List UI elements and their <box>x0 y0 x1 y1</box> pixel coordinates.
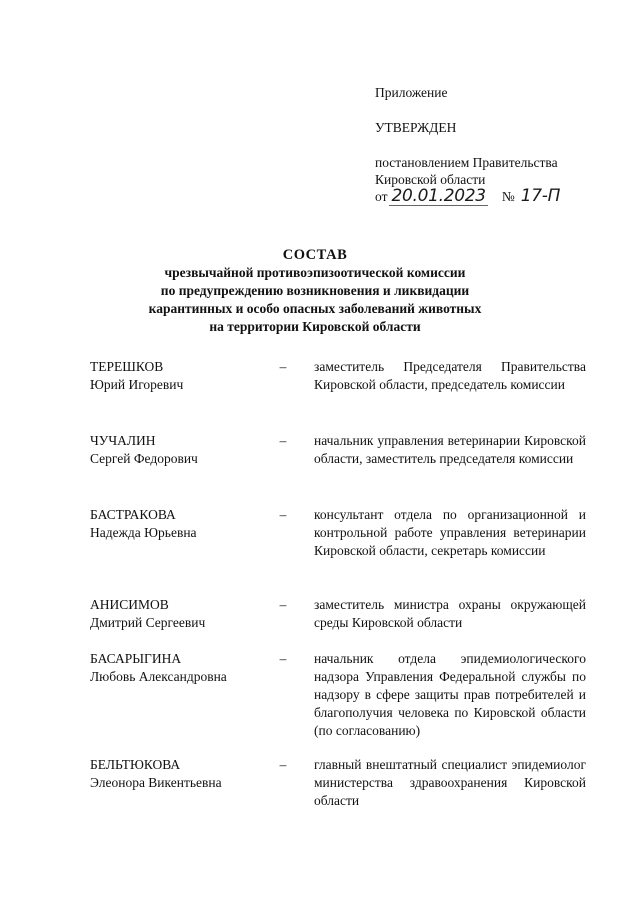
date-prefix: от <box>375 189 388 204</box>
member-role: главный внештатный специалист эпидемиолог министерства здравоохранения Кировской области <box>314 757 586 808</box>
member-surname: БАСТРАКОВА <box>90 507 176 522</box>
document-title <box>0 246 630 336</box>
member-given-name: Сергей Федорович <box>90 451 198 466</box>
title-line-3: карантинных и особо опасных заболеваний животных <box>148 301 482 316</box>
member-role: начальник отдела эпидемиологического надзора Управления Федеральной службы по надзору в сфере защиты прав потребителей и благополучия человека по Кировской области (по согласованию) <box>314 651 586 738</box>
member-name <box>90 596 270 632</box>
member-role: консультант отдела по организационной и контрольной работе управления ветеринарии Кировской области, секретарь комиссии <box>314 507 586 558</box>
member-dash: – <box>279 597 287 612</box>
title-line-4: на территории Кировской области <box>209 319 421 334</box>
member-role: заместитель министра охраны окружающей среды Кировской области <box>314 597 586 630</box>
member-dash: – <box>279 757 287 772</box>
handwritten-date: 20.01.2023 <box>391 186 486 206</box>
member-surname: АНИСИМОВ <box>90 597 169 612</box>
member-name <box>90 650 270 686</box>
member-name <box>90 432 270 468</box>
member-name <box>90 756 270 792</box>
member-surname: ТЕРЕШКОВ <box>90 359 164 374</box>
member-dash: – <box>279 433 287 448</box>
number-label: № <box>501 189 515 204</box>
title-line-1: чрезвычайной противоэпизоотической комиссии <box>164 265 466 280</box>
member-role: начальник управления ветеринарии Кировской области, заместитель председателя комиссии <box>314 433 586 466</box>
member-surname: БАСАРЫГИНА <box>90 651 182 666</box>
member-given-name: Элеонора Викентьевна <box>90 775 222 790</box>
date-number-row <box>375 188 615 206</box>
member-surname: БЕЛЬТЮКОВА <box>90 757 181 772</box>
title-line-2: по предупреждению возникновения и ликвидации <box>160 283 470 298</box>
member-name <box>90 358 270 394</box>
member-given-name: Любовь Александровна <box>90 669 227 684</box>
approval-block <box>375 84 615 206</box>
member-dash: – <box>279 507 287 522</box>
decree-line-2: Кировской области <box>375 172 486 187</box>
approved-label: УТВЕРЖДЕН <box>375 120 457 135</box>
decree-line-1: постановлением Правительства <box>375 155 558 170</box>
member-role: заместитель Председателя Правительства Кировской области, председатель комиссии <box>314 359 586 392</box>
handwritten-number: 17-П <box>520 186 561 206</box>
member-surname: ЧУЧАЛИН <box>90 433 156 448</box>
title-heading: СОСТАВ <box>282 247 348 263</box>
appendix-label: Приложение <box>375 85 448 100</box>
member-given-name: Надежда Юрьевна <box>90 525 197 540</box>
member-dash: – <box>279 651 287 666</box>
member-given-name: Юрий Игоревич <box>90 377 184 392</box>
member-dash: – <box>279 359 287 374</box>
member-name <box>90 506 270 542</box>
member-given-name: Дмитрий Сергеевич <box>90 615 206 630</box>
